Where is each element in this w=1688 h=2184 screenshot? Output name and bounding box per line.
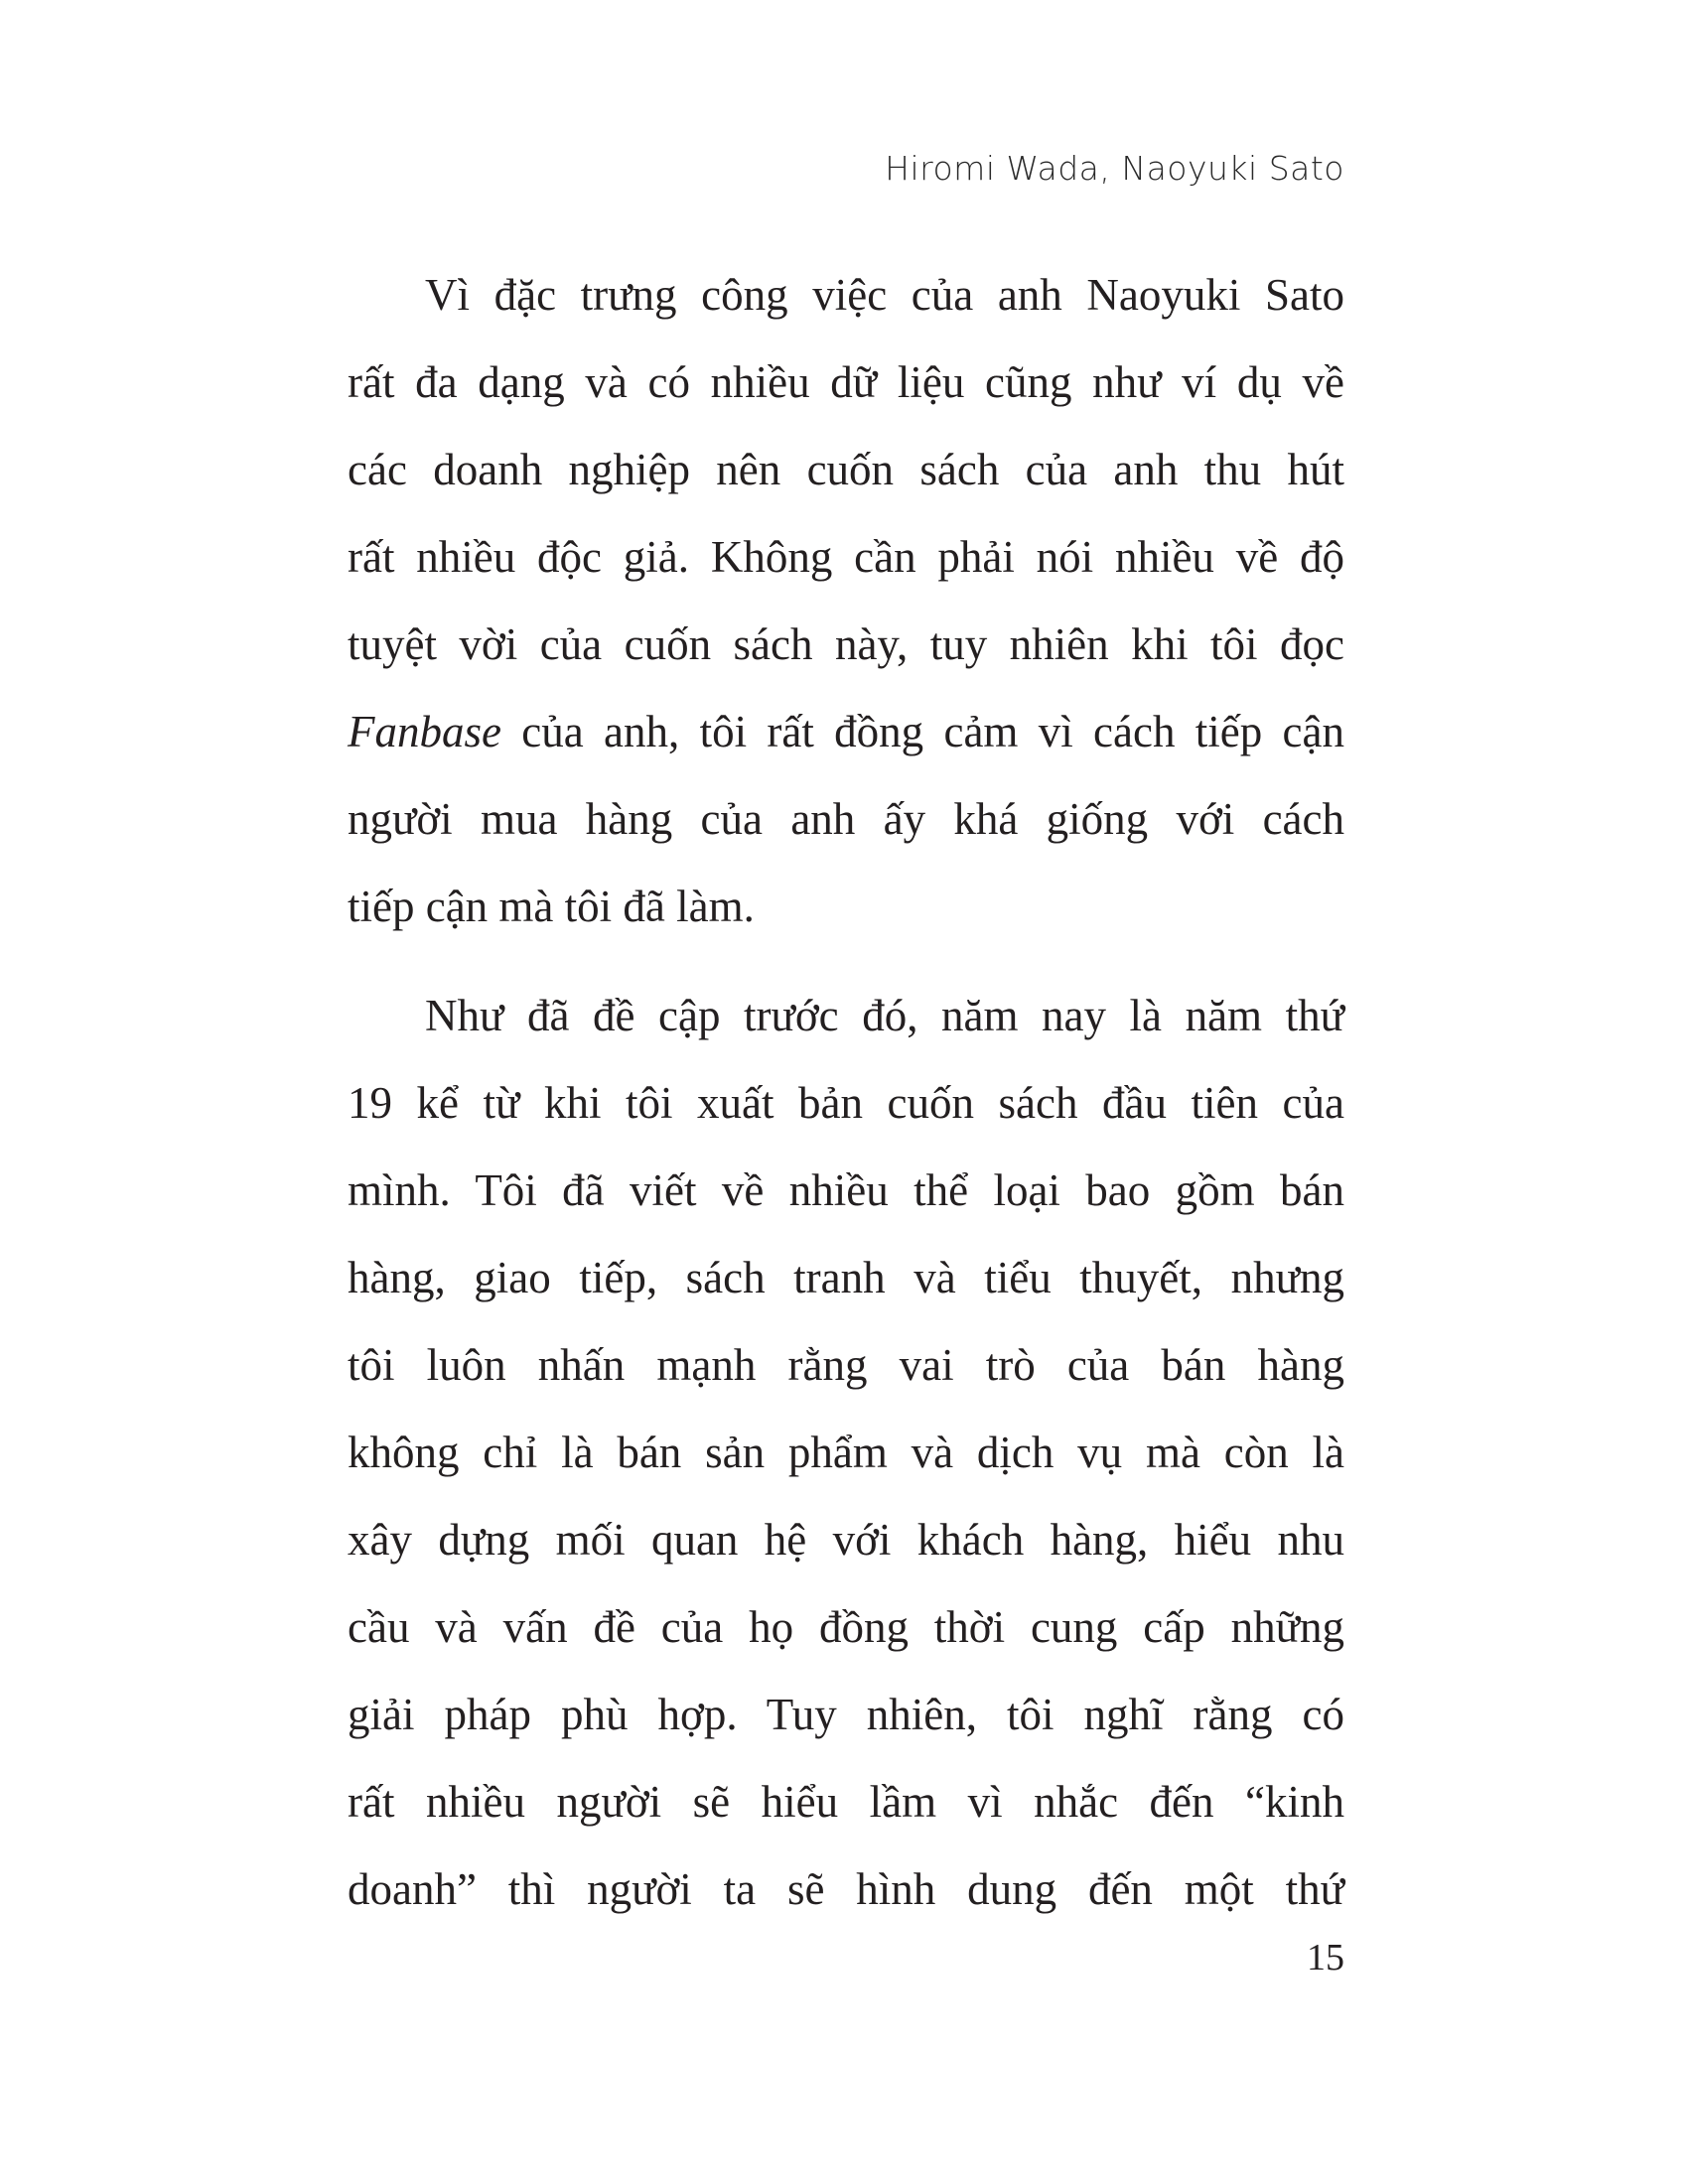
text-line: doanh” thì người ta sẽ hình dung đến một thứ bbox=[348, 1864, 1344, 1914]
paragraph-2 bbox=[348, 981, 1344, 1942]
text-line: rất nhiều người sẽ hiểu lầm vì nhắc đến “kinh bbox=[348, 1777, 1344, 1827]
text-line: Như đã đề cập trước đó, năm nay là năm thứ bbox=[425, 991, 1344, 1040]
text-line: tôi luôn nhấn mạnh rằng vai trò của bán hàng bbox=[348, 1340, 1344, 1390]
text-line: mình. Tôi đã viết về nhiều thể loại bao gồm bán bbox=[348, 1165, 1344, 1215]
paragraph-1 bbox=[348, 260, 1344, 959]
book-title: Fanbase bbox=[348, 707, 501, 756]
text-line bbox=[348, 697, 1344, 784]
text-line: tuyệt vời của cuốn sách này, tuy nhiên khi tôi đọc bbox=[348, 619, 1344, 669]
text-line: rất đa dạng và có nhiều dữ liệu cũng như ví dụ về bbox=[348, 357, 1344, 407]
text-line: các doanh nghiệp nên cuốn sách của anh thu hút bbox=[348, 445, 1344, 494]
text-line: xây dựng mối quan hệ với khách hàng, hiểu nhu bbox=[348, 1515, 1344, 1565]
text-line: hàng, giao tiếp, sách tranh và tiểu thuyết, nhưng bbox=[348, 1253, 1344, 1302]
body-text bbox=[348, 260, 1344, 1964]
text-line: giải pháp phù hợp. Tuy nhiên, tôi nghĩ rằng có bbox=[348, 1690, 1344, 1739]
running-head: Hiromi Wada, Naoyuki Sato bbox=[885, 149, 1344, 188]
text-line: Vì đặc trưng công việc của anh Naoyuki Sato bbox=[425, 270, 1344, 320]
text-line: người mua hàng của anh ấy khá giống với cách bbox=[348, 794, 1344, 844]
text-line: tiếp cận mà tôi đã làm. bbox=[348, 882, 755, 931]
text-line: không chỉ là bán sản phẩm và dịch vụ mà còn là bbox=[348, 1428, 1344, 1477]
page-number: 15 bbox=[1307, 1937, 1344, 1979]
text-line: rất nhiều độc giả. Không cần phải nói nhiều về độ bbox=[348, 532, 1344, 582]
text-line: 19 kể từ khi tôi xuất bản cuốn sách đầu tiên của bbox=[348, 1078, 1344, 1128]
text-line: cầu và vấn đề của họ đồng thời cung cấp những bbox=[348, 1602, 1344, 1652]
text-line-rest: của anh, tôi rất đồng cảm vì cách tiếp cận bbox=[500, 707, 1344, 756]
